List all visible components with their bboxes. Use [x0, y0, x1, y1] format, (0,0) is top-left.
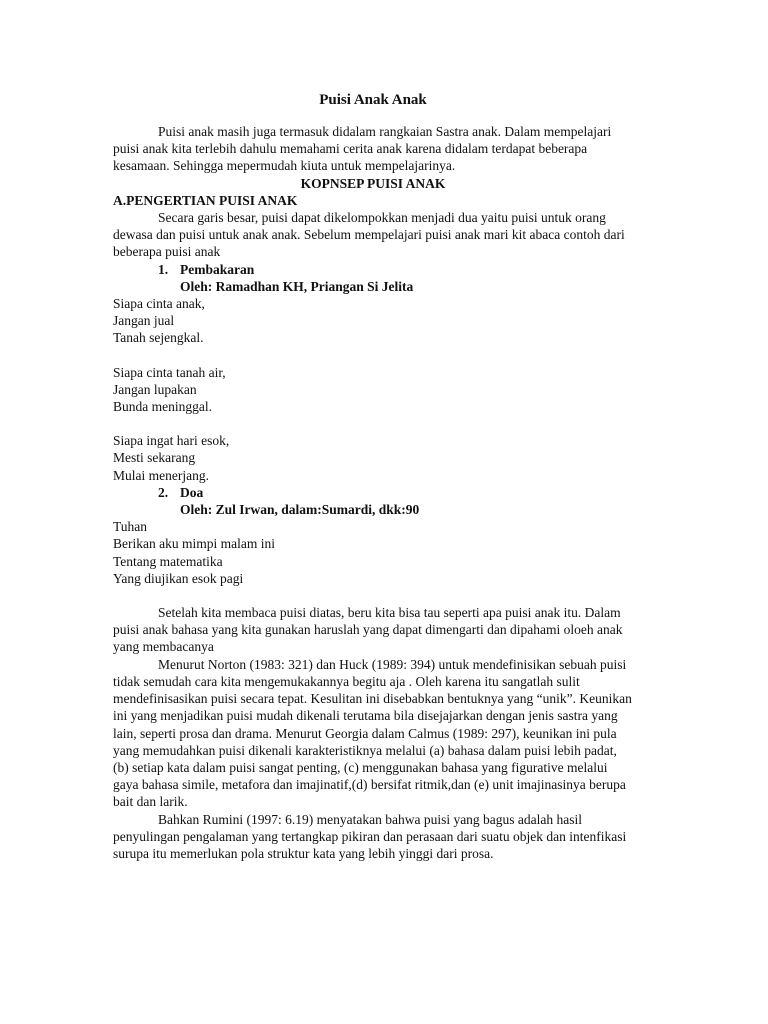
poem-line: Jangan jual: [113, 313, 175, 329]
poem-line: Siapa ingat hari esok,: [113, 433, 230, 449]
poem-2-stanza: [113, 518, 633, 587]
poem-2-number: 2.: [158, 484, 169, 500]
poem-line: Berikan aku mimpi malam ini: [113, 536, 275, 552]
poem-2-heading: [113, 484, 633, 501]
poem-line: Siapa cinta anak,: [113, 296, 205, 312]
document-body: [113, 89, 633, 862]
poem-1-heading: [113, 261, 633, 278]
poem-1-number: 1.: [158, 261, 169, 277]
poem-1-author: Oleh: Ramadhan KH, Priangan Si Jelita: [180, 278, 414, 294]
norton-paragraph: Menurut Norton (1983: 321) dan Huck (1989: 394) untuk mendefinisikan sebuah puisi tidak semudah cara kita mengemukakannya begitu aja . Oleh karena itu sangatlah sulit mendefinisasikan puisi secara tepat. Kesulitan ini disebabkan bentuknya yang “unik”. Keunikan ini yang menjadikan puisi mudah dikenali terutama bila disejajarkan dengan jenis sastra yang lain, seperti prosa dan drama. Menurut Georgia dalam Calmus (1989: 297), keunikan ini pula yang memudahkan puisi dikenali karakteristiknya melalui (a) bahasa dalam puisi lebih padat, (b) setiap kata dalam puisi sangat penting, (c) menggunakan bahasa yang figurative melalui gaya bahasa simile, metafora dan imajinatif,(d) bersifat ritmik,dan (e) unit imajinasinya berupa bait dan larik.: [113, 656, 632, 810]
poem-line: Jangan lupakan: [113, 381, 197, 397]
rumini-paragraph: Bahkan Rumini (1997: 6.19) menyatakan bahwa puisi yang bagus adalah hasil penyulingan pengalaman yang tertangkap pikiran dan perasaan dari suatu objek dan intenfikasi surupa itu memerlukan pola struktur kata yang lebih yinggi dari prosa.: [113, 811, 627, 861]
poem-line: Tanah sejengkal.: [113, 330, 204, 346]
poem-line: Yang diujikan esok pagi: [113, 570, 244, 586]
after-poems-paragraph: Setelah kita membaca puisi diatas, beru kita bisa tau seperti apa puisi anak itu. Dalam puisi anak bahasa yang kita gunakan haruslah yang dapat dimengarti dan dipahami oloeh anak yang membacanya: [113, 605, 623, 655]
concept-heading: KOPNSEP PUISI ANAK: [300, 175, 446, 191]
poem-1-stanza-1: [113, 295, 633, 347]
page-title: Puisi Anak Anak: [319, 92, 427, 108]
poem-2-title: Doa: [180, 484, 204, 500]
poem-line: Tentang matematika: [113, 553, 223, 569]
section-paragraph: Secara garis besar, puisi dapat dikelompokkan menjadi dua yaitu puisi untuk orang dewasa dan puisi untuk anak anak. Sebelum mempelajari puisi anak mari kit abaca contoh dari beberapa puisi anak: [113, 210, 625, 260]
poem-line: Bunda meninggal.: [113, 399, 212, 415]
poem-2-author: Oleh: Zul Irwan, dalam:Sumardi, dkk:90: [180, 502, 420, 518]
intro-paragraph: Puisi anak masih juga termasuk didalam rangkaian Sastra anak. Dalam mempelajari puisi anak kita terlebih dahulu memahami cerita anak karena didalam terdapat beberapa kesamaan. Sehingga mepermudah kiuta untuk mempelajarinya.: [113, 124, 612, 174]
poem-1-title: Pembakaran: [180, 261, 255, 277]
poem-1-stanza-3: [113, 432, 633, 484]
section-heading: A.PENGERTIAN PUISI ANAK: [113, 192, 298, 208]
poem-line: Mesti sekarang: [113, 450, 196, 466]
poem-1-stanza-2: [113, 364, 633, 416]
poem-line: Mulai menerjang.: [113, 467, 209, 483]
poem-line: Siapa cinta tanah air,: [113, 364, 226, 380]
poem-line: Tuhan: [113, 519, 148, 535]
